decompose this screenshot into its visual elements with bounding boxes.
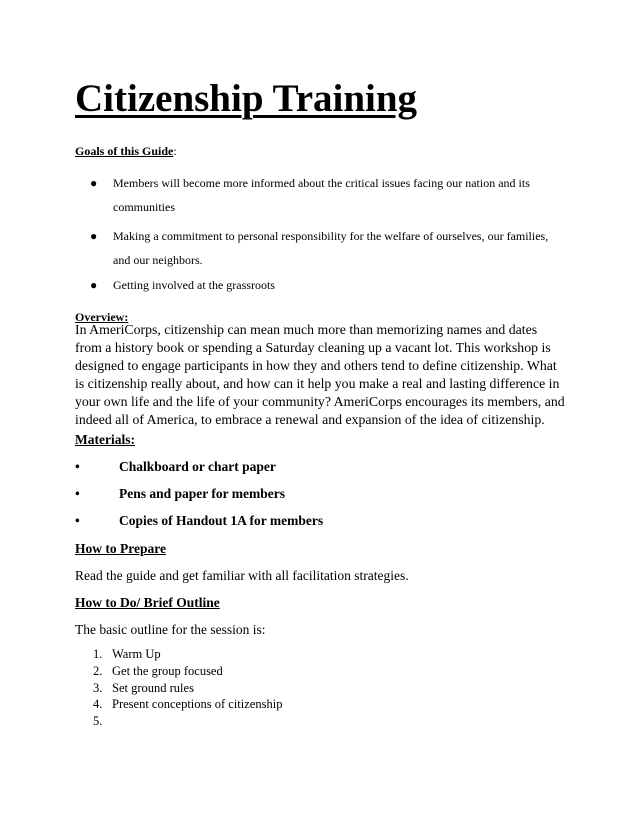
outline-heading: How to Do/ Brief Outline <box>75 595 220 610</box>
outline-step-text: Set ground rules <box>112 680 194 695</box>
outline-step <box>75 696 475 713</box>
materials-item-text: Chalkboard or chart paper <box>119 459 276 474</box>
prepare-heading: How to Prepare <box>75 541 166 556</box>
bullet-icon: ● <box>90 278 98 292</box>
materials-item-text: Copies of Handout 1A for members <box>119 513 324 528</box>
goal-item <box>90 224 560 272</box>
overview-body: In AmeriCorps, citizenship can mean much more than memorizing names and dates from a history book or spending a Saturday cleaning up a vacant lot. This workshop is designed to engage participants in how they and others tend to define citizenship. What is citizenship really about, and how can it help you make a real and lasting difference in your own life and the life of your community? AmeriCorps encourages its members, and indeed all of America, to embrace a renewal and expansion of the idea of citizenship. <box>75 322 565 427</box>
outline-steps-list <box>75 646 475 730</box>
goal-item-text: Making a commitment to personal responsibility for the welfare of ourselves, our families, and our neighbors. <box>113 229 549 267</box>
materials-item-text: Pens and paper for members <box>119 486 285 501</box>
outline-step-number: 4. <box>93 697 103 712</box>
outline-step-number: 3. <box>93 680 103 695</box>
prepare-body: Read the guide and get familiar with all facilitation strategies. <box>75 568 409 583</box>
goals-heading-colon: : <box>173 144 177 158</box>
goals-heading-label: Goals of this Guide <box>75 144 174 158</box>
goal-item-text: Members will become more informed about the critical issues facing our nation and its communities <box>113 176 530 214</box>
goal-item <box>90 171 560 219</box>
outline-step <box>75 713 475 730</box>
outline-step-number: 5. <box>93 714 103 729</box>
goal-item-text: Getting involved at the grassroots <box>113 278 275 292</box>
page-title: Citizenship Training <box>75 77 418 120</box>
materials-bullet: • <box>75 459 80 474</box>
outline-step-text: Get the group focused <box>112 663 223 678</box>
outline-step <box>75 646 475 663</box>
outline-intro: The basic outline for the session is: <box>75 622 266 637</box>
outline-step-number: 1. <box>93 647 103 661</box>
outline-step-text: Present conceptions of citizenship <box>112 697 283 712</box>
materials-heading: Materials: <box>75 432 135 447</box>
outline-step <box>75 663 475 680</box>
bullet-icon: ● <box>90 176 98 190</box>
materials-bullet: • <box>75 486 80 501</box>
goal-item <box>90 273 560 297</box>
overview-heading: Overview: <box>75 310 129 324</box>
materials-bullet: • <box>75 513 80 528</box>
outline-step-text: Warm Up <box>112 647 161 661</box>
outline-step-number: 2. <box>93 663 103 678</box>
goals-heading <box>75 143 177 159</box>
bullet-icon: ● <box>90 229 98 243</box>
outline-step <box>75 680 475 697</box>
